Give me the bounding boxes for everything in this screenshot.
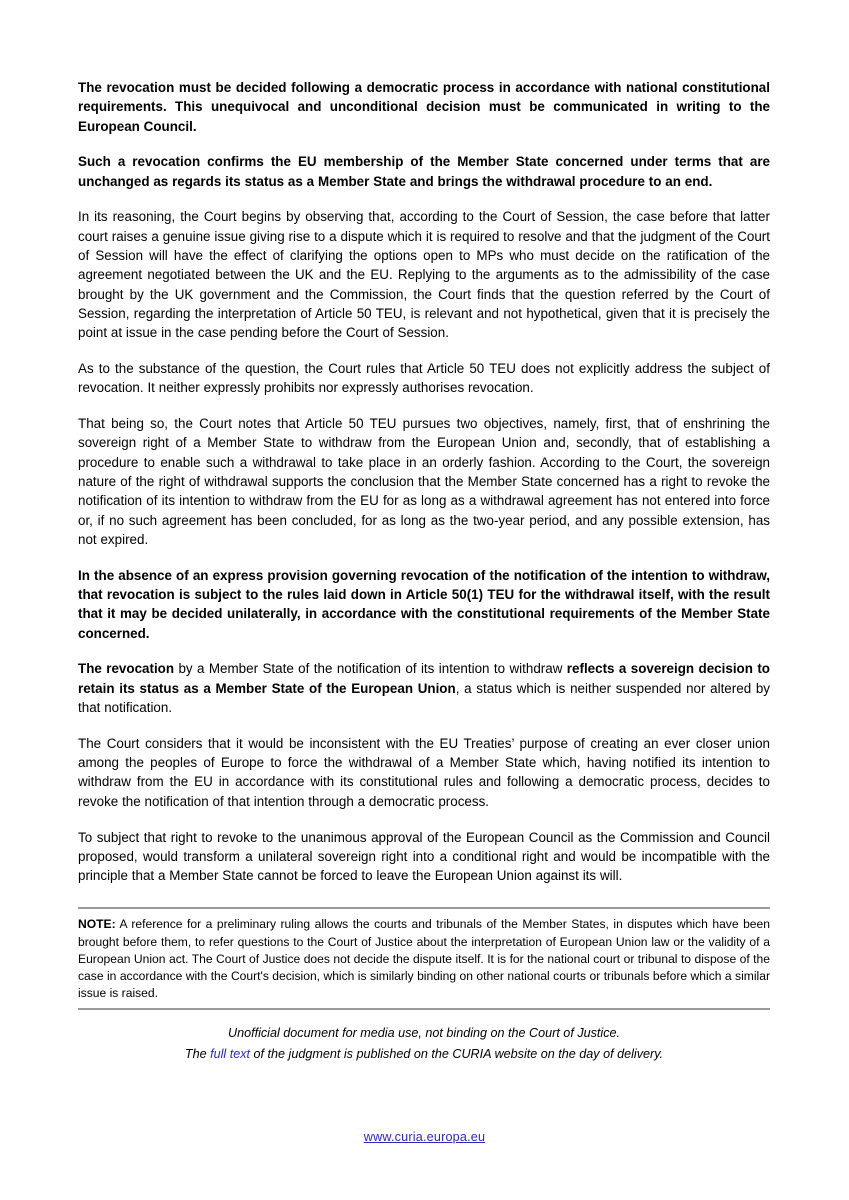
- note-rule-top: [78, 907, 770, 909]
- run-status-not-suspended: , a status which is neither suspended nor altered by that notification.: [78, 680, 770, 716]
- full-text-link[interactable]: full text: [210, 1047, 251, 1062]
- paragraph-court-reasoning: In its reasoning, the Court begins by observing that, according to the Court of Session, the case before that latter court raises a genuine issue giving rise to a dispute which it is required to resolve and that the judgment of the Court of Session will have the effect of clarifying the options open to MPs who must decide on the ratification of the agreement negotiated between the UK and the EU. Replying to the arguments as to the admissibility of the case brought by the UK government and the Commission, the Court finds that the question referred by the Court of Session, regarding the interpretation of Article 50 TEU, is relevant and not hypothetical, given that it is precisely the point at issue in the case pending before the Court of Session.: [78, 209, 770, 341]
- note-body-text: A reference for a preliminary ruling allows the courts and tribunals of the Member States, in disputes which have been brought before them, to refer questions to the Court of Justice about the interpretation of European Union law or the validity of a European Union act. The Court of Justice does not decide the dispute itself. It is for the national court or tribunal to dispose of the case in accordance with the Court's decision, which is similarly binding on other national courts or tribunals before which a similar issue is raised.: [78, 917, 770, 1001]
- paragraph-ever-closer-union: The Court considers that it would be inconsistent with the EU Treaties’ purpose of creating an ever closer union among the peoples of Europe to force the withdrawal of a Member State which, having notified its intention to withdraw from the EU in accordance with its constitutional rules and following a democratic process, decides to revoke the notification of that intention through a democratic process.: [78, 735, 770, 809]
- note-block: [78, 907, 770, 1010]
- paragraph-article50-objectives: That being so, the Court notes that Article 50 TEU pursues two objectives, namely, first, that of enshrining the sovereign right of a Member State to withdraw from the European Union and, secondly, that of establishing a procedure to enable such a withdrawal to take place in an orderly fashion. According to the Court, the sovereign nature of the right of withdrawal supports the conclusion that the Member State concerned has a right to revoke the notification of its intention to withdraw from the EU for as long as a withdrawal agreement has not entered into force or, if no such agreement has been concluded, for as long as the two-year period, and any possible extension, has not expired.: [78, 416, 770, 547]
- footer-disclaimer: Unofficial document for media use, not binding on the Court of Justice.: [227, 1026, 621, 1041]
- paragraph-substance-of-question: As to the substance of the question, the Court rules that Article 50 TEU does not explicitly address the subject of revocation. It neither expressly prohibits nor expressly authorises revocation.: [78, 361, 770, 396]
- footer-fulltext-line: [78, 1044, 770, 1065]
- note-label: NOTE:: [78, 917, 116, 932]
- footer-text-before-link: The: [184, 1047, 211, 1062]
- note-rule-bottom: [78, 1008, 770, 1010]
- document-footer: [78, 1023, 770, 1065]
- paragraph-revocation-democratic-process: The revocation must be decided following a democratic process in accordance with national constitutional requirements. This unequivocal and unconditional decision must be communicated in writing to the European Council.: [78, 80, 770, 134]
- run-reflects-sovereign-decision: reflects a sovereign decision to retain its status as a Member State of the European Union: [78, 661, 770, 696]
- footer-text-after-link: of the judgment is published on the CURIA website on the day of delivery.: [250, 1047, 664, 1062]
- curia-website-link[interactable]: www.curia.europa.eu: [363, 1130, 486, 1144]
- paragraph-revocation-sovereign-decision: [78, 659, 770, 717]
- footer-url-wrap: [0, 1128, 849, 1146]
- run-the-revocation: The revocation: [78, 661, 179, 677]
- paragraph-revocation-confirms-membership: Such a revocation confirms the EU membership of the Member State concerned under terms that are unchanged as regards its status as a Member State and brings the withdrawal procedure to an end.: [78, 154, 770, 189]
- run-by-member-state: by a Member State of the notification of its intention to withdraw: [178, 661, 567, 677]
- paragraph-absence-express-provision: In the absence of an express provision governing revocation of the notification of the intention to withdraw, that revocation is subject to the rules laid down in Article 50(1) TEU for the withdrawal itself, with the result that it may be decided unilaterally, in accordance with the constitutional requirements of the Member State concerned.: [78, 567, 770, 641]
- paragraph-unanimous-approval: To subject that right to revoke to the unanimous approval of the European Council as the Commission and Council proposed, would transform a unilateral sovereign right into a conditional right and would be incompatible with the principle that a Member State cannot be forced to leave the European Union against its will.: [78, 829, 770, 884]
- document-body: [78, 78, 770, 885]
- note-paragraph: [78, 916, 770, 1002]
